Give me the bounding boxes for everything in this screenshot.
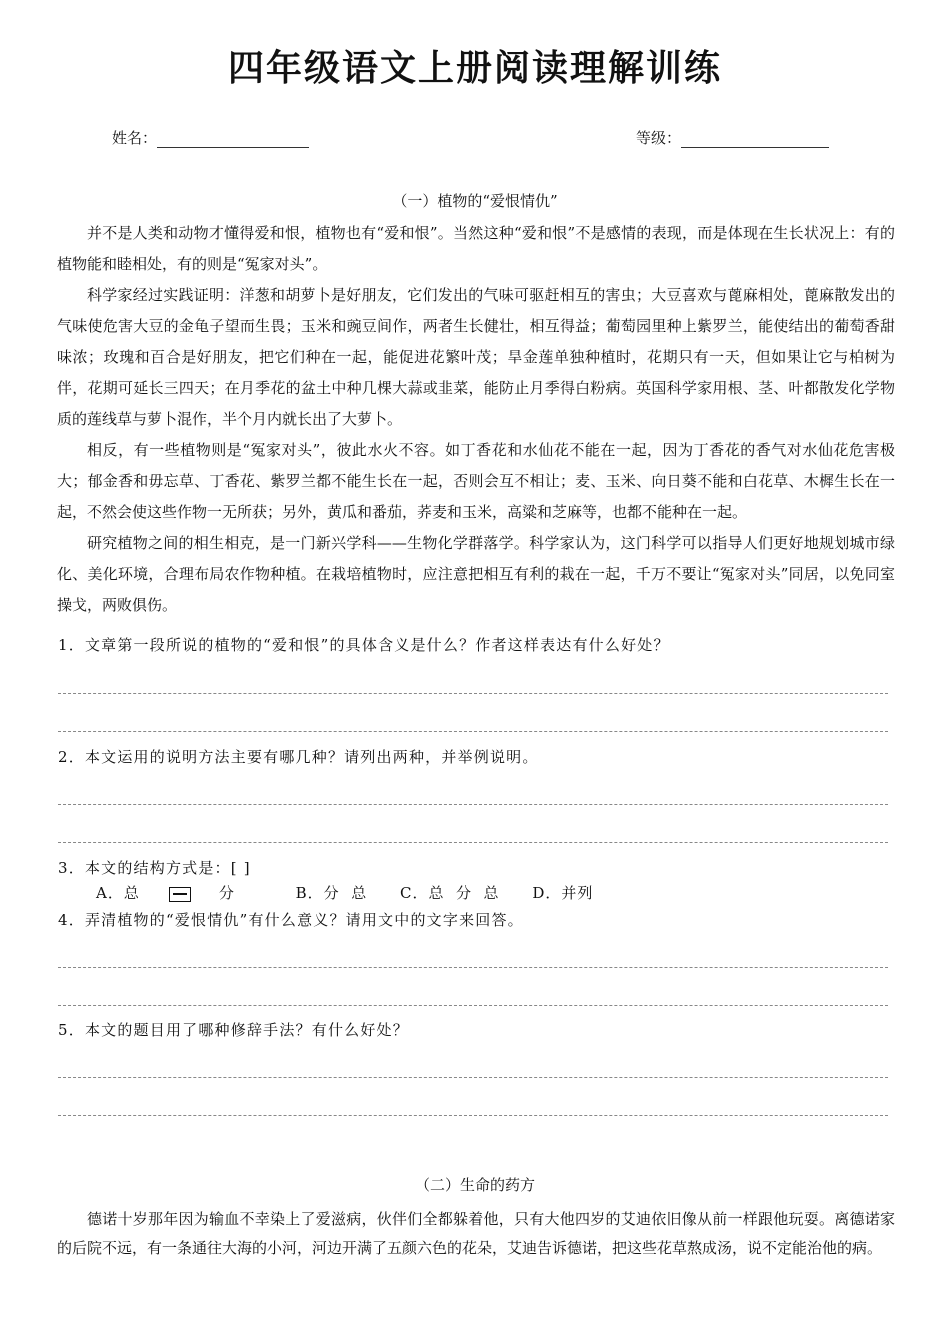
answer-line[interactable] (58, 1005, 888, 1006)
name-field (112, 127, 309, 148)
answer-line[interactable] (58, 967, 888, 968)
answer-line[interactable] (58, 842, 888, 843)
name-blank[interactable] (157, 131, 309, 148)
dash-box-icon (169, 887, 191, 902)
answer-line[interactable] (58, 731, 888, 732)
passage-paragraph: 相反，有一些植物则是“冤家对头”，彼此水火不容。如丁香花和水仙花不能在一起，因为丁香花的香气对水仙花危害极大；郁金香和毋忘草、丁香花、紫罗兰都不能生长在一起，否则会互不相让；麦、玉米、向日葵不能和白花草、木樨生长在一起，不然会使这些作物一无所获；另外，黄瓜和番茄，荞麦和玉米，高粱和芝麻等，也都不能种在一起。 (57, 441, 895, 521)
question-3: 3．本文的结构方式是：[ ] (58, 859, 251, 877)
grade-blank[interactable] (681, 131, 829, 148)
answer-line[interactable] (58, 1115, 888, 1116)
option-b[interactable]: B．分 总 (295, 884, 368, 902)
passage-paragraph: 科学家经过实践证明：洋葱和胡萝卜是好朋友，它们发出的气味可驱赶相互的害虫；大豆喜欢与蓖麻相处，蓖麻散发出的气味使危害大豆的金龟子望而生畏；玉米和豌豆间作，两者生长健壮，相互得益；葡萄园里种上紫罗兰，能使结出的葡萄香甜味浓；玫瑰和百合是好朋友，把它们种在一起，能促进花繁叶茂；旱金莲单独种植时，花期只有一天，但如果让它与柏树为伴，花期可延长三四天；在月季花的盆土中种几棵大蒜或韭菜，能防止月季得白粉病。英国科学家用根、茎、叶都散发化学物质的莲线草与萝卜混作，半个月内就长出了大萝卜。 (57, 286, 895, 428)
grade-field (636, 127, 829, 148)
section-1-passage (57, 218, 895, 621)
option-c[interactable]: C．总 分 总 (399, 884, 500, 902)
section-2-passage (57, 1205, 895, 1263)
question-1: 1．文章第一段所说的植物的“爱和恨”的具体含义是什么？作者这样表达有什么好处？ (58, 636, 670, 654)
answer-line[interactable] (58, 1077, 888, 1078)
page-title: 四年级语文上册阅读理解训练 (227, 48, 722, 89)
question-5: 5．本文的题目用了哪种修辞手法？有什么好处？ (58, 1021, 409, 1039)
option-d[interactable]: D．并列 (532, 884, 594, 902)
answer-line[interactable] (58, 804, 888, 805)
passage-paragraph: 研究植物之间的相生相克，是一门新兴学科——生物化学群落学。科学家认为，这门科学可以指导人们更好地规划城市绿化、美化环境，合理布局农作物种植。在栽培植物时，应注意把相互有利的栽在一起，千万不要让“冤家对头”同居，以免同室操戈，两败俱伤。 (57, 534, 895, 614)
grade-label: 等级： (636, 129, 682, 147)
question-2: 2．本文运用的说明方法主要有哪几种？请列出两种，并举例说明。 (58, 748, 539, 766)
passage-paragraph: 并不是人类和动物才懂得爱和恨，植物也有“爱和恨”。当然这种“爱和恨”不是感情的表现，而是体现在生长状况上：有的植物能和睦相处，有的则是“冤家对头”。 (57, 224, 895, 273)
name-label: 姓名： (112, 129, 158, 147)
answer-line[interactable] (58, 693, 888, 694)
section-1-title: （一）植物的“爱恨情仇” (392, 192, 558, 210)
option-a[interactable]: A．总 分 (96, 884, 235, 902)
passage-paragraph: 德诺十岁那年因为输血不幸染上了爱滋病，伙伴们全都躲着他，只有大他四岁的艾迪依旧像从前一样跟他玩耍。离德诺家的后院不远，有一条通往大海的小河，河边开满了五颜六色的花朵，艾迪告诉德诺，把这些花草熬成汤，说不定能治他的病。 (57, 1210, 895, 1257)
question-4: 4．弄清植物的“爱恨情仇”有什么意义？请用文中的文字来回答。 (58, 911, 524, 929)
section-2-title: （二）生命的药方 (414, 1176, 535, 1194)
question-3-options (96, 882, 621, 903)
